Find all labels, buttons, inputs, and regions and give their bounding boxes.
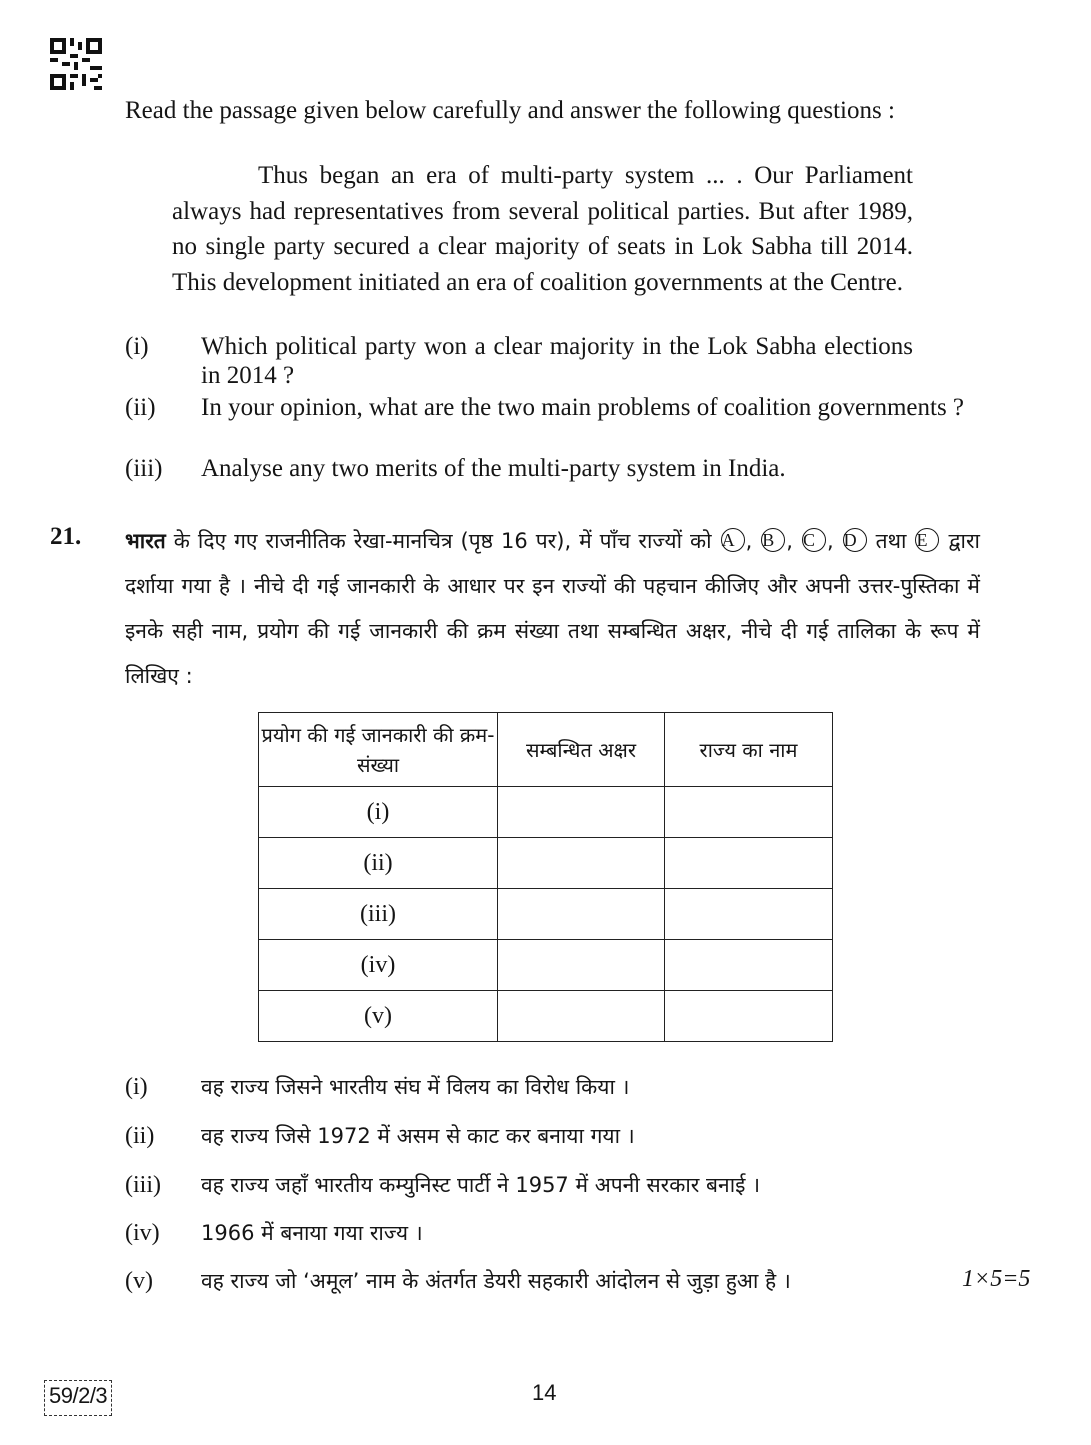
passage-question [125,393,980,422]
table-row [259,787,833,838]
answer-table [258,712,833,1042]
table-cell [498,838,665,889]
separator: , [786,529,801,553]
question-text: In your opinion, what are the two main problems of coalition governments ? [201,394,965,421]
table-cell [665,787,833,838]
passage-question [125,332,913,390]
question-text: Analyse any two merits of the multi-party system in India. [201,455,786,482]
table-cell [665,940,833,991]
question-number: (iii) [125,455,163,482]
table-cell [498,991,665,1042]
table-row [259,940,833,991]
page-number: 14 [532,1380,557,1405]
table-cell [665,889,833,940]
table-cell [665,991,833,1042]
question-text: Which political party won a clear majority in the Lok Sabha elections in 2014 ? [201,333,913,389]
table-cell: (ii) [259,838,498,889]
table-cell: (v) [259,991,498,1042]
circled-letter: A [721,528,745,552]
table-cell [498,889,665,940]
column-header: राज्य का नाम [665,713,833,787]
column-header: सम्बन्धित अक्षर [498,713,665,787]
question-number: (ii) [125,394,156,421]
table-row [259,991,833,1042]
qr-code-icon [50,38,102,90]
clue-item [125,1266,955,1296]
passage-instruction: Read the passage given below carefully and answer the following questions : [125,97,895,124]
paper-code: 59/2/3 [44,1380,112,1416]
clue-text: वह राज्य जो ‘अमूल’ नाम के अंतर्गत डेयरी सहकारी आंदोलन से जुड़ा हुआ है । [201,1269,791,1293]
clue-text: वह राज्य जिसने भारतीय संघ में विलय का विरोध किया । [201,1075,630,1099]
table-row [259,838,833,889]
clue-number: (v) [125,1268,153,1294]
table-row [259,889,833,940]
circled-letter: E [915,528,939,552]
column-header: प्रयोग की गई जानकारी की क्रम-संख्या [259,713,498,787]
table-cell: (iii) [259,889,498,940]
separator: , [826,529,842,553]
question-number-21: 21. [50,523,82,550]
table-header-row [259,713,833,787]
clue-text: वह राज्य जहाँ भारतीय कम्युनिस्ट पार्टी ने 1957 में अपनी सरकार बनाई । [201,1173,761,1197]
passage-question [125,454,980,483]
text-fragment: द्वारा दर्शाया गया है । नीचे दी गई जानकारी के आधार पर इन राज्यों की पहचान कीजिए और अपनी उत्तर-पुस्तिका में इनके सही नाम, प्रयोग की गई जानकारी की क्रम संख्या तथा सम्बन्धित अक्षर, नीचे दी गई तालिका के रूप में लिखिए : [125,529,980,688]
text-fragment: के दिए गए राजनीतिक रेखा-मानचित्र (पृष्ठ 16 पर), में पाँच राज्यों को [165,529,720,553]
conjunction: तथा [867,529,915,553]
marks-allocation: 1×5=5 [962,1266,1031,1292]
clue-text: वह राज्य जिसे 1972 में असम से काट कर बनाया गया । [201,1124,635,1148]
clue-item [125,1121,985,1151]
question-number: (i) [125,333,149,360]
clue-text: 1966 में बनाया गया राज्य । [201,1221,423,1245]
passage-text: Thus began an era of multi-party system ... . Our Parliament always had representatives from several political parties. But after 1989, no single party secured a clear majority of seats in Lok Sabha till 2014. This development initiated an era of coalition governments at the Centre. [172,162,913,296]
clue-item [125,1170,985,1200]
clue-number: (ii) [125,1123,155,1149]
circled-letter: B [761,528,785,552]
table-cell: (iv) [259,940,498,991]
table-cell [498,940,665,991]
clue-item [125,1218,985,1248]
table-cell [498,787,665,838]
circled-letter: D [843,528,867,552]
clue-number: (i) [125,1074,148,1100]
table-cell [665,838,833,889]
clue-item [125,1072,985,1102]
bold-keyword: भारत [125,529,166,553]
clue-number: (iii) [125,1172,161,1198]
clue-number: (iv) [125,1220,160,1246]
separator: , [745,529,761,553]
circled-letter: C [802,528,826,552]
table-cell: (i) [259,787,498,838]
question-21-text [125,519,980,699]
